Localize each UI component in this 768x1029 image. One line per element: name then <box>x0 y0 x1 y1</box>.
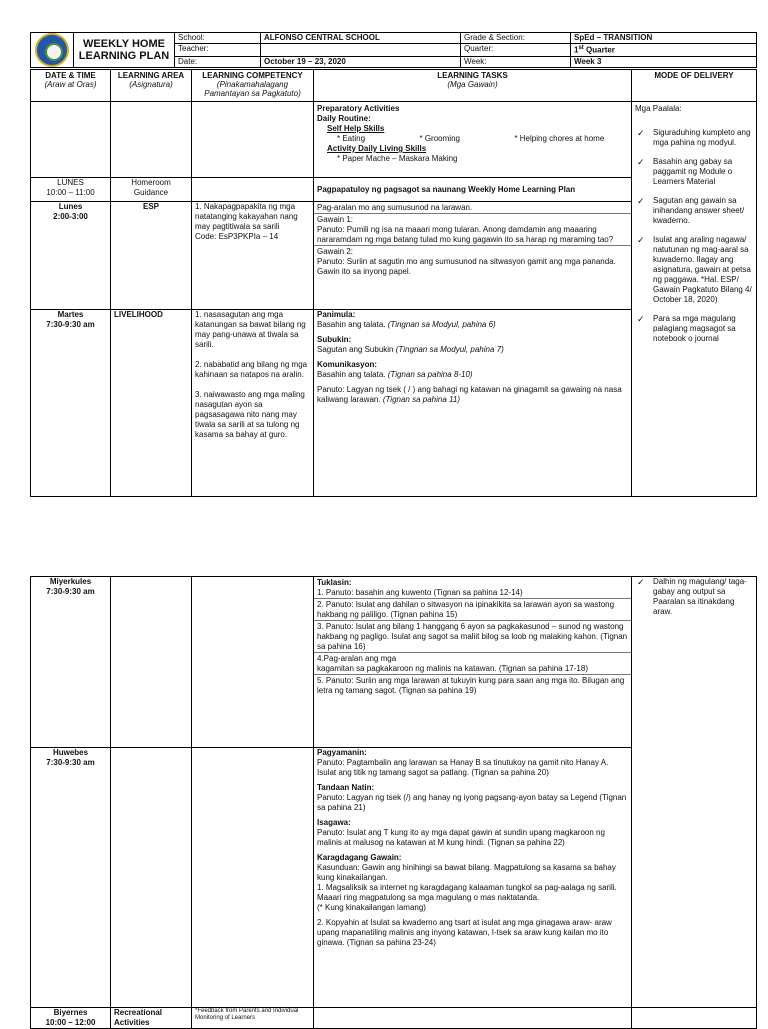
biyernes-day: Biyernes 10:00 – 12:00 <box>31 1008 111 1029</box>
livelihood-area: LIVELIHOOD <box>111 310 192 497</box>
livelihood-day: Martes 7:30-9:30 am <box>31 310 111 497</box>
col-learning-tasks: LEARNING TASKS (Mga Gawain) <box>314 70 632 102</box>
school-label: School: <box>175 33 261 44</box>
col-date-time: DATE & TIME (Araw at Oras) <box>31 70 111 102</box>
quarter-value: 1st Quarter <box>571 44 757 57</box>
huwebes-tasks: Pagyamanin: Panuto: Pagtambalin ang larawan sa Hanay B sa tinutukoy na gamit nito Hanay A. Isulat ang titik ng tamang sagot sa patlang. (Tignan sa pahina 20) Tandaan Natin: Panuto: Lagyan ng tsek (/) ang hanay ng iyong pagsang-ayon batay sa Legend (Tignan sa pahina 21) Isagawa: Panuto: Isulat ang T kung ito ay mga dapat gawin at sundin upang magkaroon ng malinis at malusog na katawan at M kung hindi. (Tignan sa pahina 22) Karagdagang Gawain: Kasunduan: Gawin ang hinihingi sa bawat bilang. Magpatulong sa kasama sa bahay kung kinakailangan. 1. Magsaliksik sa internet ng karagdagang kalaaman tungkol sa pag-aalaga ng sarili. Maaari ring magpatulong sa mga magulang o mas naktatanda. (* Kung kinakailangan lamang) 2. Kopyahin at Isulat sa kwaderno ang tsart at isulat ang mga ginagawa araw- araw upang mapanatiling malinis ang inyong katawan, I-tsek sa araw kung kailan mo ito ginawa. (Tignan sa pahina 23-24) <box>314 748 632 1008</box>
miyerkules-day: Miyerkules 7:30-9:30 am <box>31 577 111 748</box>
reminder-item: ✓ Basahin ang gabay sa paggamit ng Module o Learners Material <box>635 157 753 187</box>
esp-day: Lunes 2:00-3:00 <box>31 202 111 310</box>
homeroom-day: LUNES 10:00 – 11:00 <box>31 178 111 202</box>
homeroom-task: Pagpapatuloy ng pagsagot sa naunang Weekly Home Learning Plan <box>314 178 632 202</box>
esp-area: ESP <box>111 202 192 310</box>
reminder-item: ✓ Para sa mga magulang palagiang magsagot sa notebook o journal <box>635 314 753 344</box>
school-logo <box>35 33 69 67</box>
miyerkules-tasks: Tuklasin: 1. Panuto: basahin ang kuwento (Tignan sa pahina 12-14) 2. Panuto: Isulat ang dahilan o sitwasyon na ipinakikita sa larawan ayon sa wastong hakbang ng paliligo. (Tignan pahina 15) 3. Panuto: Isulat ang bilang 1 hanggang 6 ayon sa pagkakasunod – sunod ng wastong hakbang ng pagligo. Isulat ang sagot sa maliit bilog sa loob ng malaking kahon. (Tignan sa pahina 16) 4.Pag-aralan ang mga kagamitan sa pagkakaroon ng malinis na katawan. (Tignan sa pahina 17-18) 5. Panuto: Suriin ang mga larawan at tukuyin kung para saan ang mga ito. Bilugan ang letra ng tamang sagot. (Tignan sa pahina 19) <box>314 577 632 748</box>
reminder-item: ✓ Sagutan ang gawain sa inihandang answer sheet/ kwaderno. <box>635 196 753 226</box>
esp-tasks: Pag-aralan mo ang sumusunod na larawan. Gawain 1: Panuto: Pumili ng isa na maaari mong tularan. Anong damdamin ang maaaring nararamdam ng mga batang tulad mo kung gagawin ito sa harap ng maraming tao? Gawain 2: Panuto: Suriin at sagutin mo ang sumusunod na sitwasyon gamit ang mga pananda. Gawin ito sa inyong papel. <box>314 202 632 310</box>
mode-of-delivery-reminders: Mga Paalala: ✓ Siguraduhing kumpleto ang mga pahina ng modyul. ✓ Basahin ang gabay sa paggamit ng Module o Learners Material ✓ Sagutan ang gawain sa inihandang answer sheet/ kwaderno. ✓ Isulat ang araling nagawa/ natutunan ng mag-aaral sa kuwaderno. Ilagay ang asignatura, gawain at petsa ng paggawa. *Hal. ESP/ Gawain Pagkatuto Bilang 4/ October 18, 2020) ✓ Para sa mga magulang palagiang magsagot sa notebook o journal <box>632 102 757 497</box>
homeroom-area: Homeroom Guidance <box>111 178 192 202</box>
plan-title: WEEKLY HOME LEARNING PLAN <box>74 33 175 68</box>
date-value: October 19 – 23, 2020 <box>261 56 461 67</box>
week-label: Week: <box>461 56 571 67</box>
date-label: Date: <box>175 56 261 67</box>
reminder-item: ✓ Isulat ang araling nagawa/ natutunan ng mag-aaral sa kuwaderno. Ilagay ang asignatura, gawain at petsa ng paggawa. *Hal. ESP/ Gawain Pagkatuto Bilang 4/ October 18, 2020) <box>635 235 753 305</box>
teacher-label: Teacher: <box>175 44 261 57</box>
teacher-value <box>261 44 461 57</box>
huwebes-day: Huwebes 7:30-9:30 am <box>31 748 111 1008</box>
plan-table-page-2 <box>30 576 757 1029</box>
col-mode-delivery: MODE OF DELIVERY <box>632 70 757 102</box>
col-competency: LEARNING COMPETENCY (Pinakamahalagang Pamantayan sa Pagkatuto) <box>192 70 314 102</box>
col-learning-area: LEARNING AREA (Asignatura) <box>111 70 192 102</box>
grade-value: SpEd – TRANSITION <box>571 33 757 44</box>
week-value: Week 3 <box>571 56 757 67</box>
quarter-label: Quarter: <box>461 44 571 57</box>
school-logo-cell <box>31 33 74 68</box>
livelihood-competency: 1. nasasagutan ang mga katanungan sa bawat bilang ng may pang-unawa at tiwala sa sarili. 2. nababatid ang bilang ng mga kahinaan sa natapos na aralin. 3. naiwawasto ang mga maling nasagutan ayon sa pagsasagawa nito nang may tiwala sa sarili at sa tulong ng kasama sa bahay at guro. <box>192 310 314 497</box>
school-value: ALFONSO CENTRAL SCHOOL <box>261 33 461 44</box>
reminder-item: ✓ Dalhin ng magulang/ taga-gabay ang output sa Paaralan sa itinakdang araw. <box>635 577 753 617</box>
esp-competency: 1. Nakapagpapakita ng mga natatanging kakayahan nang may pagtitiwala sa sarili Code: EsP3PKPIa – 14 <box>192 202 314 310</box>
mode-of-delivery-output <box>632 577 757 1008</box>
grade-label: Grade & Section: <box>461 33 571 44</box>
reminder-item: ✓ Siguraduhing kumpleto ang mga pahina ng modyul. <box>635 128 753 148</box>
header-table <box>30 32 757 68</box>
biyernes-area: Recreational Activities <box>111 1008 192 1029</box>
biyernes-competency: *Feedback from Parents and Individual Monitoring of Learners <box>192 1008 314 1029</box>
preparatory-activities: Preparatory Activities Daily Routine: Self Help Skills * Eating * Grooming * Helping chores at home Activity Daily Living Skills * Paper Mache – Maskara Making <box>314 102 632 178</box>
livelihood-tasks: Panimula: Basahin ang talata. (Tingnan sa Modyul, pahina 6) Subukin: Sagutan ang Subukin (Tingnan sa Modyul, pahina 7) Komunikasyon: Basahin ang talata. (Tignan sa pahina 8-10) Panuto: Lagyan ng tsek ( / ) ang bahagi ng katawan na ginagamit sa gawaing na nasa kaliwang larawan. (Tignan sa pahina 11) <box>314 310 632 497</box>
plan-table-page-1 <box>30 69 757 497</box>
